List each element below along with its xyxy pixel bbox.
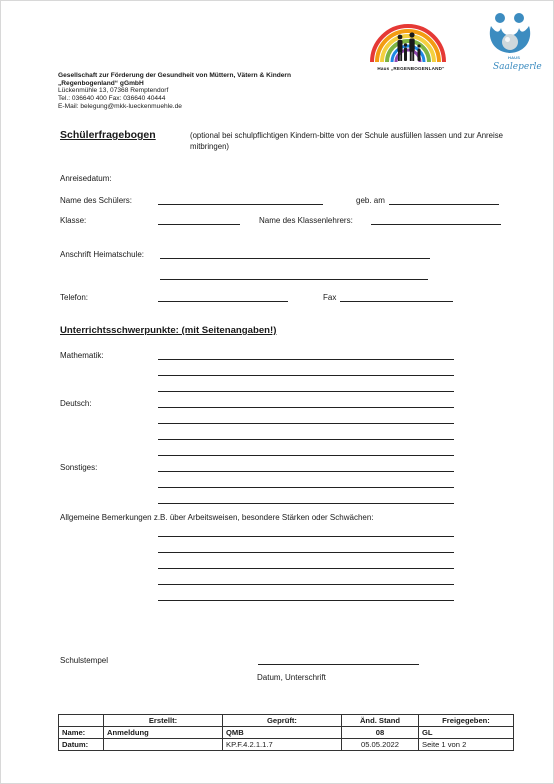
school-address-field-1[interactable] <box>160 258 430 259</box>
table-cell: Seite 1 von 2 <box>419 739 514 751</box>
table-header-cell <box>59 715 104 727</box>
table-row <box>59 727 514 739</box>
org-name: Gesellschaft zur Förderung der Gesundheit von Müttern, Vätern & Kindern <box>58 72 292 79</box>
fax-label: Fax <box>323 293 337 302</box>
german-line-2[interactable] <box>158 423 454 424</box>
table-cell: QMB <box>223 727 342 739</box>
saaleperle-logo <box>485 10 542 78</box>
remarks-line-2[interactable] <box>158 552 454 553</box>
math-label: Mathematik: <box>60 351 104 360</box>
table-cell: GL <box>419 727 514 739</box>
saaleperle-icon <box>485 10 535 56</box>
math-line-3[interactable] <box>158 391 454 392</box>
german-line-1[interactable] <box>158 407 454 408</box>
organisation-address <box>58 72 291 111</box>
regenbogenland-logo <box>362 14 454 74</box>
org-phone-fax: Tel.: 036640 400 Fax: 036640 40444 <box>58 95 166 103</box>
org-short-name: „Regenbogenland“ gGmbH <box>58 79 144 87</box>
math-line-1[interactable] <box>158 359 454 360</box>
saaleperle-logo-script: Saaleperle <box>493 62 542 72</box>
birth-date-label: geb. am <box>356 196 385 205</box>
remarks-line-1[interactable] <box>158 536 454 537</box>
fax-field[interactable] <box>340 301 453 302</box>
german-line-4[interactable] <box>158 455 454 456</box>
table-cell: Name: <box>59 727 104 739</box>
table-header-cell: Geprüft: <box>223 715 342 727</box>
table-cell: Anmeldung <box>104 727 223 739</box>
birth-date-field[interactable] <box>389 204 499 205</box>
table-cell: Datum: <box>59 739 104 751</box>
regenbogenland-logo-text: Haus „REGENBOGENLAND“ <box>377 66 445 71</box>
phone-label: Telefon: <box>60 293 89 302</box>
remarks-line-5[interactable] <box>158 600 454 601</box>
school-address-field-2[interactable] <box>160 279 428 280</box>
table-header-cell: Freigegeben: <box>419 715 514 727</box>
table-row <box>59 739 514 751</box>
section-title: Unterrichtsschwerpunkte: (mit Seitenangaben!) <box>60 325 277 336</box>
org-street: Lückenmühle 13, 07368 Remptendorf <box>58 87 169 95</box>
table-cell <box>104 739 223 751</box>
table-header-row <box>59 715 514 727</box>
school-address-label: Anschrift Heimatschule: <box>60 250 145 259</box>
signature-line[interactable] <box>258 664 419 665</box>
table-header-cell: Erstellt: <box>104 715 223 727</box>
table-cell: 05.05.2022 <box>342 739 419 751</box>
org-email: E-Mail: belegung@mkk-lueckenmuehle.de <box>58 102 182 110</box>
school-stamp-label: Schulstempel <box>60 656 109 665</box>
math-line-2[interactable] <box>158 375 454 376</box>
remarks-line-4[interactable] <box>158 584 454 585</box>
other-label: Sonstiges: <box>60 463 98 472</box>
remarks-label: Allgemeine Bemerkungen z.B. über Arbeitsweisen, besondere Stärken oder Schwächen: <box>60 513 374 522</box>
german-line-3[interactable] <box>158 439 454 440</box>
document-control-table <box>58 714 514 751</box>
student-name-field[interactable] <box>158 204 323 205</box>
teacher-name-field[interactable] <box>371 224 501 225</box>
class-field[interactable] <box>158 224 240 225</box>
student-name-label: Name des Schülers: <box>60 196 133 205</box>
signature-caption: Datum, Unterschrift <box>257 673 326 682</box>
class-label: Klasse: <box>60 216 87 225</box>
table-header-cell: Änd. Stand <box>342 715 419 727</box>
teacher-name-label: Name des Klassenlehrers: <box>259 216 353 225</box>
table-cell: 08 <box>342 727 419 739</box>
saaleperle-logo-small-text: HAUS <box>508 55 521 60</box>
other-line-2[interactable] <box>158 487 454 488</box>
other-line-3[interactable] <box>158 503 454 504</box>
german-label: Deutsch: <box>60 399 92 408</box>
phone-field[interactable] <box>158 301 288 302</box>
remarks-line-3[interactable] <box>158 568 454 569</box>
form-title: Schülerfragebogen <box>60 129 156 141</box>
arrival-date-label: Anreisedatum: <box>60 174 112 183</box>
other-line-1[interactable] <box>158 471 454 472</box>
table-cell: KP.F.4.2.1.1.7 <box>223 739 342 751</box>
form-note: (optional bei schulpflichtigen Kindern-bitte von der Schule ausfüllen lassen und zur Anreise mitbringen) <box>190 131 503 151</box>
rainbow-family-icon <box>362 14 454 66</box>
